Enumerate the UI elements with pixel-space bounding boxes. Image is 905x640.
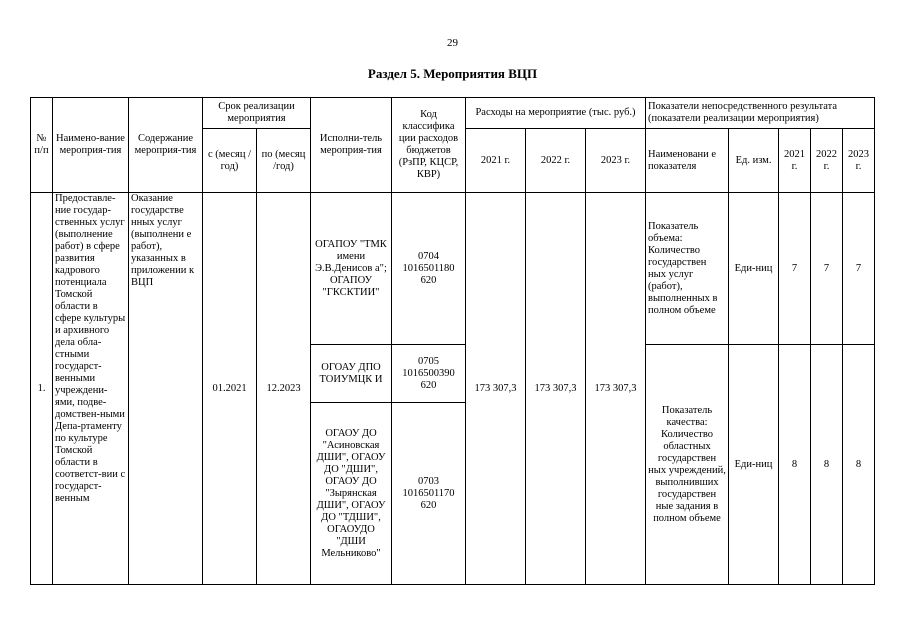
header-term-to: по (месяц /год) [257, 129, 311, 193]
row-num: 1. [31, 193, 53, 585]
header-year-2023: 2023 г. [586, 129, 646, 193]
executor-3: ОГАОУ ДО "Асиновская ДШИ", ОГАОУ ДО "ДШИ", ОГАОУ ДО "Зырянская ДШИ", ОГАОУ ДО "ТДШИ", ОГАОУДО "ДШИ Мельниково" [311, 403, 392, 585]
expense-2023: 173 307,3 [586, 193, 646, 585]
indicator-1-2022: 7 [811, 193, 843, 345]
term-from: 01.2021 [203, 193, 257, 585]
header-ind-year-2021: 2021 г. [779, 129, 811, 193]
activity-content: Оказание государстве нных услуг (выполнени е работ), указанных в приложении к ВЦП [129, 193, 203, 585]
header-term: Срок реализации мероприятия [203, 98, 311, 129]
indicator-2-unit: Еди-ниц [729, 345, 779, 585]
expense-2021: 173 307,3 [466, 193, 526, 585]
code-2: 0705 1016500390 620 [392, 345, 466, 403]
code-1: 0704 1016501180 620 [392, 193, 466, 345]
header-ind-year-2023: 2023 г. [843, 129, 875, 193]
header-expenses: Расходы на мероприятие (тыс. руб.) [466, 98, 646, 129]
executor-2: ОГОАУ ДПО ТОИУМЦК И [311, 345, 392, 403]
page-number: 29 [447, 37, 458, 49]
indicator-2-2023: 8 [843, 345, 875, 585]
expense-2022: 173 307,3 [526, 193, 586, 585]
term-to: 12.2023 [257, 193, 311, 585]
header-indicators: Показатели непосредственного результата (показатели реализации мероприятия) [646, 98, 875, 129]
header-indicator-name: Наименовани е показателя [646, 129, 729, 193]
header-term-from: с (месяц /год) [203, 129, 257, 193]
indicator-1-unit: Еди-ниц [729, 193, 779, 345]
header-unit: Ед. изм. [729, 129, 779, 193]
section-title: Раздел 5. Мероприятия ВЦП [367, 66, 538, 81]
header-num: № п/п [31, 98, 53, 193]
executor-1: ОГАПОУ "ТМК имени Э.В.Денисов а"; ОГАПОУ "ГКСКТИИ" [311, 193, 392, 345]
header-year-2022: 2022 г. [526, 129, 586, 193]
activity-name: Предоставле-ние государ-ственных услуг (выполнение работ) в сфере развития кадрового потенциала Томской области в сфере культуры и архивного дела обла-стными государст-венными учреждени-ями, подве-домствен-ными Депа-ртаменту по культуре Томской области в соответст-вии с государст-венным [53, 193, 129, 585]
header-name: Наимено-вание мероприя-тия [53, 98, 129, 193]
activities-table [30, 97, 875, 585]
indicator-1-name: Показатель объема: Количество государствен ных услуг (работ), выполненных в полном объеме [646, 193, 729, 345]
indicator-2-name: Показатель качества: Количество областных государствен ных учреждений, выполнивших государствен ные задания в полном объеме [646, 345, 729, 585]
header-year-2021: 2021 г. [466, 129, 526, 193]
header-ind-year-2022: 2022 г. [811, 129, 843, 193]
indicator-1-2023: 7 [843, 193, 875, 345]
indicator-2-2021: 8 [779, 345, 811, 585]
header-content: Содержание мероприя-тия [129, 98, 203, 193]
code-3: 0703 1016501170 620 [392, 403, 466, 585]
indicator-1-2021: 7 [779, 193, 811, 345]
header-executor: Исполни-тель мероприя-тия [311, 98, 392, 193]
indicator-2-2022: 8 [811, 345, 843, 585]
header-code: Код классифика ции расходов бюджетов (РзПР, КЦСР, КВР) [392, 98, 466, 193]
